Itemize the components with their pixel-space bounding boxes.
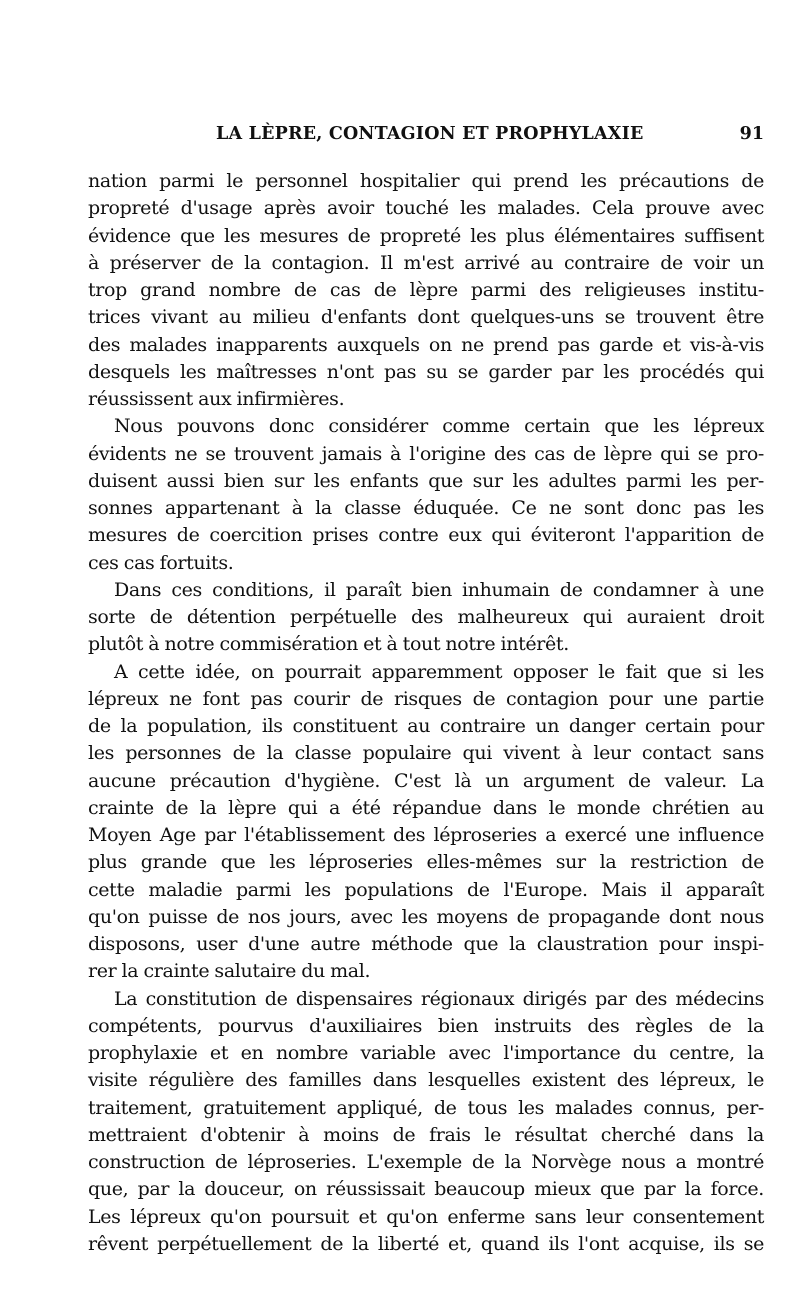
text-line: mesures de coercition prises contre eux qui éviteront l'apparition de xyxy=(88,524,764,547)
text-line: à préserver de la contagion. Il m'est arrivé au contraire de voir un xyxy=(88,251,764,274)
text-line: lépreux ne font pas courir de risques de contagion pour une partie xyxy=(88,687,764,710)
text-line: que, par la douceur, on réussissait beaucoup mieux que par la force. xyxy=(88,1178,764,1201)
body-text xyxy=(88,168,764,1258)
text-line: des malades inapparents auxquels on ne prend pas garde et vis-à-vis xyxy=(88,333,764,356)
text-line: nation parmi le personnel hospitalier qui prend les précautions de xyxy=(88,170,764,192)
text-line: évidence que les mesures de propreté les plus élémentaires suffisent xyxy=(88,224,764,247)
text-line: plutôt à notre commisération et à tout notre intérêt. xyxy=(88,633,569,656)
text-line: visite régulière des familles dans lesquelles existent des lépreux, le xyxy=(88,1069,764,1092)
text-line: prophylaxie et en nombre variable avec l'importance du centre, la xyxy=(88,1042,764,1064)
text-line: réussissent aux infirmières. xyxy=(88,388,345,410)
text-line: qu'on puisse de nos jours, avec les moyens de propagande dont nous xyxy=(88,905,764,928)
text-line: cette maladie parmi les populations de l'Europe. Mais il apparaît xyxy=(88,878,764,901)
text-line: disposons, user d'une autre méthode que la claustration pour inspi- xyxy=(88,933,764,955)
text-line: sorte de détention perpétuelle des malheureux qui auraient droit xyxy=(88,606,764,628)
text-line: compétents, pourvus d'auxiliaires bien instruits des règles de la xyxy=(88,1014,764,1037)
text-line: de la population, ils constituent au contraire un danger certain pour xyxy=(88,715,764,737)
text-line: les personnes de la classe populaire qui vivent à leur contact sans xyxy=(88,742,764,765)
text-line: Dans ces conditions, il paraît bien inhumain de condamner à une xyxy=(114,578,764,601)
text-line: A cette idée, on pourrait apparemment opposer le fait que si les xyxy=(114,660,764,683)
text-line: traitement, gratuitement appliqué, de tous les malades connus, per- xyxy=(88,1096,764,1119)
text-line: Moyen Age par l'établissement des léproseries a exercé une influence xyxy=(88,824,764,846)
text-line: La constitution de dispensaires régionaux dirigés par des médecins xyxy=(114,987,764,1010)
text-line: rêvent perpétuellement de la liberté et, quand ils l'ont acquise, ils se xyxy=(88,1232,764,1255)
running-header xyxy=(88,124,768,150)
text-line: plus grande que les léproseries elles-mêmes sur la restriction de xyxy=(88,851,764,874)
text-line: évidents ne se trouvent jamais à l'origine des cas de lèpre qui se pro- xyxy=(88,442,764,465)
text-line: mettraient d'obtenir à moins de frais le résultat cherché dans la xyxy=(88,1123,764,1146)
text-line: Nous pouvons donc considérer comme certain que les lépreux xyxy=(114,415,764,438)
text-line: crainte de la lèpre qui a été répandue dans le monde chrétien au xyxy=(88,796,764,819)
text-line: trop grand nombre de cas de lèpre parmi des religieuses institu- xyxy=(88,279,764,301)
text-line: sonnes appartenant à la classe éduquée. Ce ne sont donc pas les xyxy=(88,497,764,519)
running-head-title: LA LÈPRE, CONTAGION ET PROPHYLAXIE xyxy=(216,124,644,144)
text-line: duisent aussi bien sur les enfants que sur les adultes parmi les per- xyxy=(88,469,764,492)
text-line: propreté d'usage après avoir touché les malades. Cela prouve avec xyxy=(88,197,764,220)
text-line: aucune précaution d'hygiène. C'est là un argument de valeur. La xyxy=(88,769,764,792)
text-line: Les lépreux qu'on poursuit et qu'on enferme sans leur consentement xyxy=(88,1205,764,1228)
text-line: ces cas fortuits. xyxy=(88,551,234,574)
text-line: rer la crainte salutaire du mal. xyxy=(88,960,371,983)
text-line: construction de léproseries. L'exemple de la Norvège nous a montré xyxy=(88,1151,764,1173)
text-line: desquels les maîtresses n'ont pas su se garder par les procédés qui xyxy=(88,360,764,383)
page-number: 91 xyxy=(739,124,764,144)
text-line: trices vivant au milieu d'enfants dont quelques-uns se trouvent être xyxy=(88,306,764,329)
